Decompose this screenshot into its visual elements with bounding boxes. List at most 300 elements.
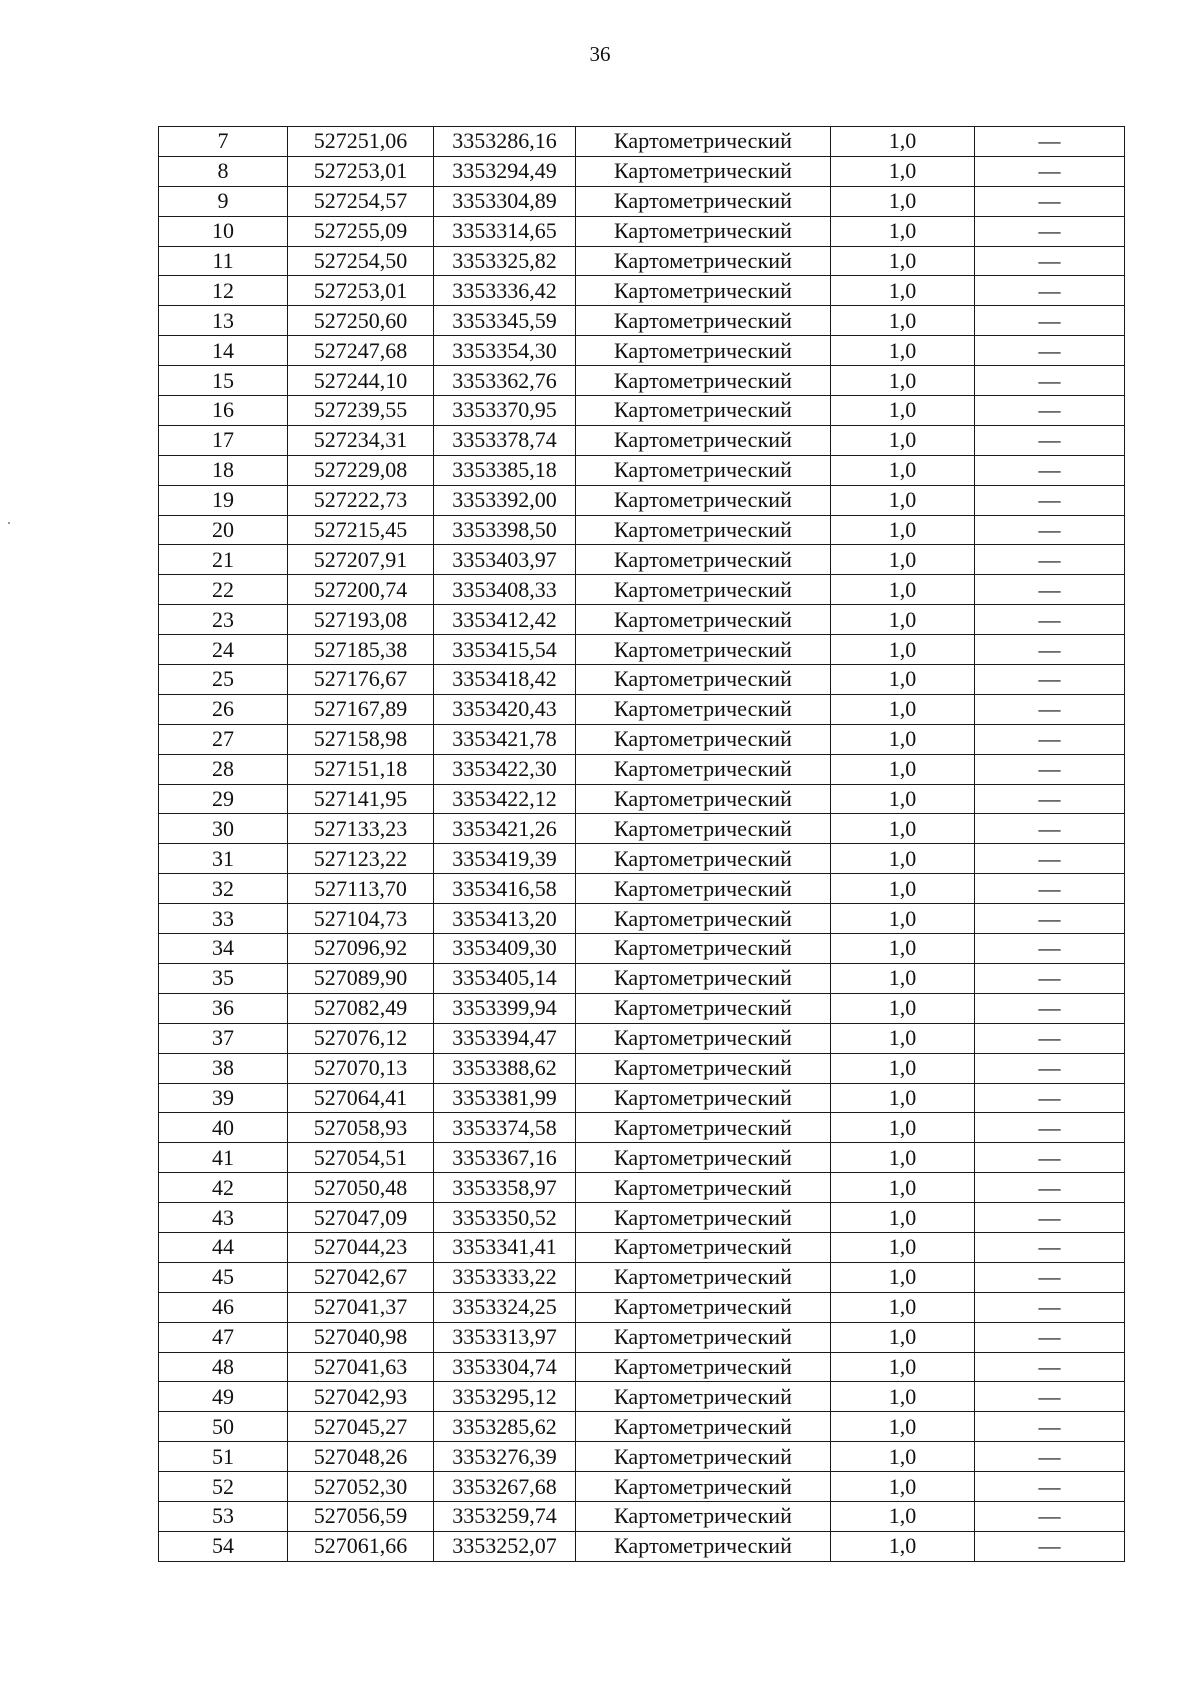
method-cell: Картометрический <box>576 605 831 635</box>
method-cell: Картометрический <box>576 127 831 157</box>
table-row <box>159 366 1125 396</box>
table-row <box>159 1143 1125 1173</box>
method-cell: Картометрический <box>576 1262 831 1292</box>
table-row <box>159 724 1125 754</box>
description-cell: — <box>975 575 1125 605</box>
point-number-cell: 46 <box>159 1292 288 1322</box>
description-cell: — <box>975 754 1125 784</box>
point-number-cell: 53 <box>159 1501 288 1531</box>
y-coordinate-cell: 3353422,12 <box>434 784 576 814</box>
method-cell: Картометрический <box>576 1083 831 1113</box>
method-cell: Картометрический <box>576 694 831 724</box>
y-coordinate-cell: 3353412,42 <box>434 605 576 635</box>
x-coordinate-cell: 527151,18 <box>288 754 434 784</box>
description-cell: — <box>975 1352 1125 1382</box>
method-cell: Картометрический <box>576 934 831 964</box>
point-number-cell: 22 <box>159 575 288 605</box>
y-coordinate-cell: 3353285,62 <box>434 1412 576 1442</box>
method-cell: Картометрический <box>576 1531 831 1561</box>
description-cell: — <box>975 515 1125 545</box>
point-number-cell: 52 <box>159 1472 288 1502</box>
description-cell: — <box>975 1412 1125 1442</box>
method-cell: Картометрический <box>576 1501 831 1531</box>
description-cell: — <box>975 814 1125 844</box>
method-cell: Картометрический <box>576 665 831 695</box>
x-coordinate-cell: 527050,48 <box>288 1173 434 1203</box>
x-coordinate-cell: 527041,37 <box>288 1292 434 1322</box>
method-cell: Картометрический <box>576 1382 831 1412</box>
method-cell: Картометрический <box>576 156 831 186</box>
point-number-cell: 32 <box>159 874 288 904</box>
y-coordinate-cell: 3353267,68 <box>434 1472 576 1502</box>
accuracy-cell: 1,0 <box>831 515 975 545</box>
table-row <box>159 635 1125 665</box>
point-number-cell: 29 <box>159 784 288 814</box>
accuracy-cell: 1,0 <box>831 1322 975 1352</box>
description-cell: — <box>975 1083 1125 1113</box>
x-coordinate-cell: 527042,93 <box>288 1382 434 1412</box>
description-cell: — <box>975 1053 1125 1083</box>
y-coordinate-cell: 3353354,30 <box>434 336 576 366</box>
method-cell: Картометрический <box>576 1232 831 1262</box>
table-row <box>159 784 1125 814</box>
description-cell: — <box>975 605 1125 635</box>
accuracy-cell: 1,0 <box>831 844 975 874</box>
description-cell: — <box>975 1023 1125 1053</box>
point-number-cell: 28 <box>159 754 288 784</box>
x-coordinate-cell: 527176,67 <box>288 665 434 695</box>
accuracy-cell: 1,0 <box>831 216 975 246</box>
accuracy-cell: 1,0 <box>831 1143 975 1173</box>
x-coordinate-cell: 527255,09 <box>288 216 434 246</box>
description-cell: — <box>975 1382 1125 1412</box>
point-number-cell: 7 <box>159 127 288 157</box>
description-cell: — <box>975 963 1125 993</box>
point-number-cell: 39 <box>159 1083 288 1113</box>
x-coordinate-cell: 527064,41 <box>288 1083 434 1113</box>
point-number-cell: 48 <box>159 1352 288 1382</box>
point-number-cell: 31 <box>159 844 288 874</box>
method-cell: Картометрический <box>576 754 831 784</box>
y-coordinate-cell: 3353345,59 <box>434 306 576 336</box>
description-cell: — <box>975 1292 1125 1322</box>
y-coordinate-cell: 3353324,25 <box>434 1292 576 1322</box>
table-row <box>159 665 1125 695</box>
x-coordinate-cell: 527047,09 <box>288 1203 434 1233</box>
table-row <box>159 1023 1125 1053</box>
method-cell: Картометрический <box>576 455 831 485</box>
method-cell: Картометрический <box>576 1442 831 1472</box>
table-row <box>159 1412 1125 1442</box>
point-number-cell: 43 <box>159 1203 288 1233</box>
table-row <box>159 963 1125 993</box>
x-coordinate-cell: 527045,27 <box>288 1412 434 1442</box>
point-number-cell: 14 <box>159 336 288 366</box>
table-row <box>159 127 1125 157</box>
description-cell: — <box>975 694 1125 724</box>
accuracy-cell: 1,0 <box>831 874 975 904</box>
point-number-cell: 51 <box>159 1442 288 1472</box>
point-number-cell: 41 <box>159 1143 288 1173</box>
table-row <box>159 425 1125 455</box>
y-coordinate-cell: 3353409,30 <box>434 934 576 964</box>
y-coordinate-cell: 3353314,65 <box>434 216 576 246</box>
table-row <box>159 396 1125 426</box>
description-cell: — <box>975 784 1125 814</box>
accuracy-cell: 1,0 <box>831 1053 975 1083</box>
x-coordinate-cell: 527048,26 <box>288 1442 434 1472</box>
point-number-cell: 30 <box>159 814 288 844</box>
y-coordinate-cell: 3353336,42 <box>434 276 576 306</box>
description-cell: — <box>975 276 1125 306</box>
point-number-cell: 21 <box>159 545 288 575</box>
method-cell: Картометрический <box>576 1352 831 1382</box>
y-coordinate-cell: 3353350,52 <box>434 1203 576 1233</box>
description-cell: — <box>975 1143 1125 1173</box>
x-coordinate-cell: 527054,51 <box>288 1143 434 1173</box>
point-number-cell: 40 <box>159 1113 288 1143</box>
y-coordinate-cell: 3353418,42 <box>434 665 576 695</box>
accuracy-cell: 1,0 <box>831 635 975 665</box>
table-row <box>159 1472 1125 1502</box>
x-coordinate-cell: 527234,31 <box>288 425 434 455</box>
x-coordinate-cell: 527076,12 <box>288 1023 434 1053</box>
accuracy-cell: 1,0 <box>831 1023 975 1053</box>
y-coordinate-cell: 3353378,74 <box>434 425 576 455</box>
method-cell: Картометрический <box>576 1472 831 1502</box>
point-number-cell: 33 <box>159 904 288 934</box>
accuracy-cell: 1,0 <box>831 1173 975 1203</box>
x-coordinate-cell: 527215,45 <box>288 515 434 545</box>
y-coordinate-cell: 3353420,43 <box>434 694 576 724</box>
method-cell: Картометрический <box>576 1203 831 1233</box>
description-cell: — <box>975 934 1125 964</box>
x-coordinate-cell: 527041,63 <box>288 1352 434 1382</box>
description-cell: — <box>975 1173 1125 1203</box>
accuracy-cell: 1,0 <box>831 784 975 814</box>
x-coordinate-cell: 527185,38 <box>288 635 434 665</box>
accuracy-cell: 1,0 <box>831 1472 975 1502</box>
point-number-cell: 42 <box>159 1173 288 1203</box>
point-number-cell: 8 <box>159 156 288 186</box>
point-number-cell: 36 <box>159 993 288 1023</box>
accuracy-cell: 1,0 <box>831 963 975 993</box>
y-coordinate-cell: 3353259,74 <box>434 1501 576 1531</box>
description-cell: — <box>975 724 1125 754</box>
x-coordinate-cell: 527250,60 <box>288 306 434 336</box>
accuracy-cell: 1,0 <box>831 425 975 455</box>
x-coordinate-cell: 527254,57 <box>288 186 434 216</box>
table-row <box>159 485 1125 515</box>
description-cell: — <box>975 904 1125 934</box>
point-number-cell: 16 <box>159 396 288 426</box>
table-row <box>159 993 1125 1023</box>
description-cell: — <box>975 216 1125 246</box>
y-coordinate-cell: 3353408,33 <box>434 575 576 605</box>
table-row <box>159 1322 1125 1352</box>
method-cell: Картометрический <box>576 784 831 814</box>
table-row <box>159 694 1125 724</box>
point-number-cell: 49 <box>159 1382 288 1412</box>
y-coordinate-cell: 3353398,50 <box>434 515 576 545</box>
description-cell: — <box>975 1262 1125 1292</box>
point-number-cell: 11 <box>159 246 288 276</box>
description-cell: — <box>975 156 1125 186</box>
x-coordinate-cell: 527056,59 <box>288 1501 434 1531</box>
y-coordinate-cell: 3353252,07 <box>434 1531 576 1561</box>
method-cell: Картометрический <box>576 844 831 874</box>
x-coordinate-cell: 527251,06 <box>288 127 434 157</box>
description-cell: — <box>975 1472 1125 1502</box>
x-coordinate-cell: 527133,23 <box>288 814 434 844</box>
accuracy-cell: 1,0 <box>831 156 975 186</box>
description-cell: — <box>975 306 1125 336</box>
description-cell: — <box>975 874 1125 904</box>
accuracy-cell: 1,0 <box>831 485 975 515</box>
accuracy-cell: 1,0 <box>831 366 975 396</box>
x-coordinate-cell: 527254,50 <box>288 246 434 276</box>
description-cell: — <box>975 455 1125 485</box>
method-cell: Картометрический <box>576 904 831 934</box>
x-coordinate-cell: 527247,68 <box>288 336 434 366</box>
accuracy-cell: 1,0 <box>831 605 975 635</box>
y-coordinate-cell: 3353394,47 <box>434 1023 576 1053</box>
method-cell: Картометрический <box>576 963 831 993</box>
accuracy-cell: 1,0 <box>831 336 975 366</box>
description-cell: — <box>975 246 1125 276</box>
table-row <box>159 1232 1125 1262</box>
accuracy-cell: 1,0 <box>831 1232 975 1262</box>
point-number-cell: 35 <box>159 963 288 993</box>
x-coordinate-cell: 527200,74 <box>288 575 434 605</box>
x-coordinate-cell: 527239,55 <box>288 396 434 426</box>
point-number-cell: 38 <box>159 1053 288 1083</box>
description-cell: — <box>975 396 1125 426</box>
table-row <box>159 515 1125 545</box>
accuracy-cell: 1,0 <box>831 1292 975 1322</box>
table-row <box>159 934 1125 964</box>
accuracy-cell: 1,0 <box>831 396 975 426</box>
method-cell: Картометрический <box>576 485 831 515</box>
scan-speck <box>8 522 10 524</box>
table-row <box>159 1083 1125 1113</box>
x-coordinate-cell: 527058,93 <box>288 1113 434 1143</box>
description-cell: — <box>975 186 1125 216</box>
y-coordinate-cell: 3353304,74 <box>434 1352 576 1382</box>
y-coordinate-cell: 3353276,39 <box>434 1442 576 1472</box>
method-cell: Картометрический <box>576 1023 831 1053</box>
coordinates-table <box>158 126 1125 1562</box>
y-coordinate-cell: 3353381,99 <box>434 1083 576 1113</box>
description-cell: — <box>975 1322 1125 1352</box>
point-number-cell: 13 <box>159 306 288 336</box>
y-coordinate-cell: 3353370,95 <box>434 396 576 426</box>
accuracy-cell: 1,0 <box>831 1352 975 1382</box>
table-row <box>159 306 1125 336</box>
y-coordinate-cell: 3353421,26 <box>434 814 576 844</box>
accuracy-cell: 1,0 <box>831 545 975 575</box>
point-number-cell: 45 <box>159 1262 288 1292</box>
table-row <box>159 1203 1125 1233</box>
method-cell: Картометрический <box>576 874 831 904</box>
point-number-cell: 12 <box>159 276 288 306</box>
x-coordinate-cell: 527158,98 <box>288 724 434 754</box>
accuracy-cell: 1,0 <box>831 814 975 844</box>
point-number-cell: 37 <box>159 1023 288 1053</box>
point-number-cell: 23 <box>159 605 288 635</box>
method-cell: Картометрический <box>576 336 831 366</box>
y-coordinate-cell: 3353374,58 <box>434 1113 576 1143</box>
description-cell: — <box>975 635 1125 665</box>
method-cell: Картометрический <box>576 366 831 396</box>
description-cell: — <box>975 366 1125 396</box>
method-cell: Картометрический <box>576 515 831 545</box>
accuracy-cell: 1,0 <box>831 1262 975 1292</box>
description-cell: — <box>975 485 1125 515</box>
x-coordinate-cell: 527089,90 <box>288 963 434 993</box>
accuracy-cell: 1,0 <box>831 934 975 964</box>
point-number-cell: 54 <box>159 1531 288 1561</box>
table-row <box>159 1173 1125 1203</box>
description-cell: — <box>975 545 1125 575</box>
method-cell: Картометрический <box>576 246 831 276</box>
method-cell: Картометрический <box>576 545 831 575</box>
table-row <box>159 1442 1125 1472</box>
table-row <box>159 276 1125 306</box>
x-coordinate-cell: 527193,08 <box>288 605 434 635</box>
table-row <box>159 336 1125 366</box>
method-cell: Картометрический <box>576 396 831 426</box>
method-cell: Картометрический <box>576 306 831 336</box>
accuracy-cell: 1,0 <box>831 575 975 605</box>
table-row <box>159 1382 1125 1412</box>
y-coordinate-cell: 3353421,78 <box>434 724 576 754</box>
description-cell: — <box>975 1203 1125 1233</box>
method-cell: Картометрический <box>576 276 831 306</box>
y-coordinate-cell: 3353399,94 <box>434 993 576 1023</box>
y-coordinate-cell: 3353388,62 <box>434 1053 576 1083</box>
table-row <box>159 1292 1125 1322</box>
method-cell: Картометрический <box>576 186 831 216</box>
x-coordinate-cell: 527207,91 <box>288 545 434 575</box>
point-number-cell: 10 <box>159 216 288 246</box>
accuracy-cell: 1,0 <box>831 246 975 276</box>
x-coordinate-cell: 527061,66 <box>288 1531 434 1561</box>
table-row <box>159 186 1125 216</box>
accuracy-cell: 1,0 <box>831 904 975 934</box>
table-row <box>159 844 1125 874</box>
accuracy-cell: 1,0 <box>831 1442 975 1472</box>
method-cell: Картометрический <box>576 1292 831 1322</box>
point-number-cell: 25 <box>159 665 288 695</box>
method-cell: Картометрический <box>576 993 831 1023</box>
method-cell: Картометрический <box>576 1412 831 1442</box>
x-coordinate-cell: 527104,73 <box>288 904 434 934</box>
x-coordinate-cell: 527052,30 <box>288 1472 434 1502</box>
accuracy-cell: 1,0 <box>831 1083 975 1113</box>
description-cell: — <box>975 1501 1125 1531</box>
description-cell: — <box>975 425 1125 455</box>
accuracy-cell: 1,0 <box>831 306 975 336</box>
accuracy-cell: 1,0 <box>831 1501 975 1531</box>
method-cell: Картометрический <box>576 814 831 844</box>
y-coordinate-cell: 3353313,97 <box>434 1322 576 1352</box>
y-coordinate-cell: 3353367,16 <box>434 1143 576 1173</box>
x-coordinate-cell: 527229,08 <box>288 455 434 485</box>
y-coordinate-cell: 3353304,89 <box>434 186 576 216</box>
y-coordinate-cell: 3353419,39 <box>434 844 576 874</box>
method-cell: Картометрический <box>576 724 831 754</box>
accuracy-cell: 1,0 <box>831 1412 975 1442</box>
method-cell: Картометрический <box>576 1113 831 1143</box>
point-number-cell: 18 <box>159 455 288 485</box>
accuracy-cell: 1,0 <box>831 1382 975 1412</box>
y-coordinate-cell: 3353341,41 <box>434 1232 576 1262</box>
y-coordinate-cell: 3353422,30 <box>434 754 576 784</box>
x-coordinate-cell: 527123,22 <box>288 844 434 874</box>
accuracy-cell: 1,0 <box>831 724 975 754</box>
point-number-cell: 44 <box>159 1232 288 1262</box>
table-row <box>159 1531 1125 1561</box>
y-coordinate-cell: 3353403,97 <box>434 545 576 575</box>
point-number-cell: 17 <box>159 425 288 455</box>
table-row <box>159 1262 1125 1292</box>
x-coordinate-cell: 527040,98 <box>288 1322 434 1352</box>
accuracy-cell: 1,0 <box>831 186 975 216</box>
x-coordinate-cell: 527141,95 <box>288 784 434 814</box>
x-coordinate-cell: 527253,01 <box>288 276 434 306</box>
method-cell: Картометрический <box>576 425 831 455</box>
point-number-cell: 47 <box>159 1322 288 1352</box>
table-row <box>159 874 1125 904</box>
table-row <box>159 904 1125 934</box>
table-row <box>159 575 1125 605</box>
method-cell: Картометрический <box>576 1173 831 1203</box>
accuracy-cell: 1,0 <box>831 754 975 784</box>
y-coordinate-cell: 3353392,00 <box>434 485 576 515</box>
x-coordinate-cell: 527244,10 <box>288 366 434 396</box>
table-row <box>159 545 1125 575</box>
table-row <box>159 1113 1125 1143</box>
point-number-cell: 20 <box>159 515 288 545</box>
table-row <box>159 1501 1125 1531</box>
method-cell: Картометрический <box>576 216 831 246</box>
accuracy-cell: 1,0 <box>831 694 975 724</box>
method-cell: Картометрический <box>576 635 831 665</box>
accuracy-cell: 1,0 <box>831 455 975 485</box>
y-coordinate-cell: 3353286,16 <box>434 127 576 157</box>
x-coordinate-cell: 527222,73 <box>288 485 434 515</box>
method-cell: Картометрический <box>576 1053 831 1083</box>
description-cell: — <box>975 844 1125 874</box>
accuracy-cell: 1,0 <box>831 665 975 695</box>
x-coordinate-cell: 527042,67 <box>288 1262 434 1292</box>
description-cell: — <box>975 1531 1125 1561</box>
description-cell: — <box>975 993 1125 1023</box>
method-cell: Картометрический <box>576 1322 831 1352</box>
y-coordinate-cell: 3353295,12 <box>434 1382 576 1412</box>
accuracy-cell: 1,0 <box>831 1531 975 1561</box>
point-number-cell: 34 <box>159 934 288 964</box>
y-coordinate-cell: 3353362,76 <box>434 366 576 396</box>
y-coordinate-cell: 3353358,97 <box>434 1173 576 1203</box>
x-coordinate-cell: 527082,49 <box>288 993 434 1023</box>
method-cell: Картометрический <box>576 1143 831 1173</box>
table-row <box>159 605 1125 635</box>
accuracy-cell: 1,0 <box>831 1113 975 1143</box>
y-coordinate-cell: 3353385,18 <box>434 455 576 485</box>
accuracy-cell: 1,0 <box>831 127 975 157</box>
